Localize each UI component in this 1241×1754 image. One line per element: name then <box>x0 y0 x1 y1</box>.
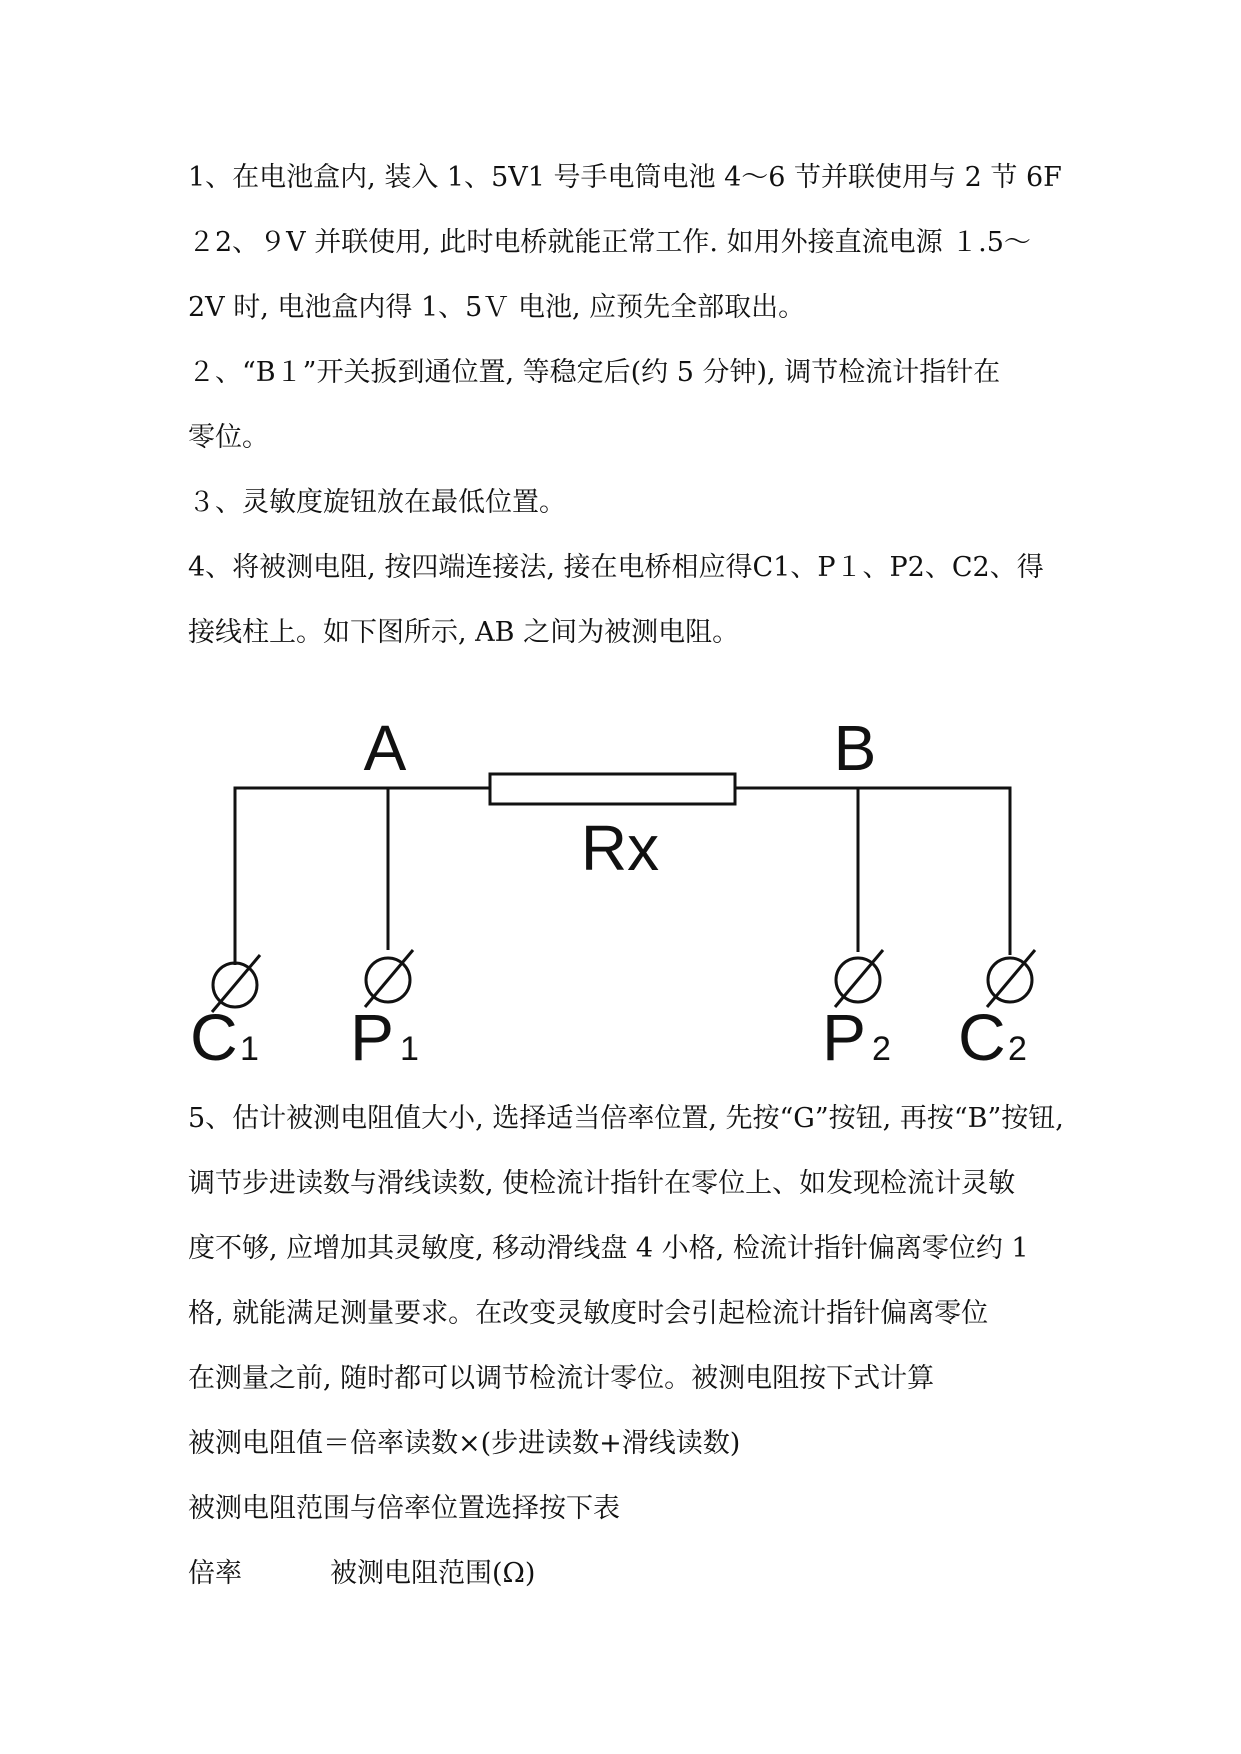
paragraph-4-line-2: 接线柱上。如下图所示, AB 之间为被测电阻。 <box>188 617 740 648</box>
terminal-p1-letter: P <box>350 1000 395 1070</box>
terminal-p2-letter: P <box>822 1000 867 1070</box>
terminal-c2-symbol-icon <box>987 950 1035 1007</box>
terminal-c2-letter: C <box>958 1000 1006 1070</box>
paragraph-3-line-1: ３、灵敏度旋钮放在最低位置。 <box>188 487 566 518</box>
wire-left <box>235 788 490 965</box>
paragraph-2-line-1: ２、“B１”开关扳到通位置, 等稳定后(约 5 分钟), 调节检流计指针在 <box>188 357 1001 388</box>
paragraph-5-line-4: 格, 就能满足测量要求。在改变灵敏度时会引起检流计指针偏离零位 <box>188 1298 989 1329</box>
table-header-multiplier: 倍率 <box>188 1558 242 1589</box>
resistor-label: Rx <box>580 812 660 884</box>
paragraph-2-line-2: 零位。 <box>188 422 269 453</box>
terminal-p2-sub: 2 <box>872 1030 891 1068</box>
paragraph-5-line-3: 度不够, 应增加其灵敏度, 移动滑线盘 4 小格, 检流计指针偏离零位约 1 <box>188 1233 1029 1264</box>
label-b: B <box>833 712 877 784</box>
paragraph-1-line-3: 2V 时, 电池盒内得 1、5Ｖ 电池, 应预先全部取出。 <box>188 292 806 323</box>
table-header-resistance-range: 被测电阻范围(Ω) <box>330 1558 536 1589</box>
terminal-p1-symbol-icon <box>365 950 413 1007</box>
table-intro-line: 被测电阻范围与倍率位置选择按下表 <box>188 1493 620 1524</box>
terminal-p2-symbol-icon <box>835 950 883 1007</box>
paragraph-1-line-2: ２2、９V 并联使用, 此时电桥就能正常工作. 如用外接直流电源 １.5～ <box>188 227 1031 258</box>
terminal-c1-letter: C <box>190 1000 238 1070</box>
four-terminal-connection-diagram <box>190 690 1070 1070</box>
terminal-p1-sub: 1 <box>400 1030 419 1068</box>
paragraph-4-line-1: 4、将被测电阻, 按四端连接法, 接在电桥相应得C1、P１、P2、C2、得 <box>188 552 1044 583</box>
paragraph-5-line-5: 在测量之前, 随时都可以调节检流计零位。被测电阻按下式计算 <box>188 1363 935 1394</box>
terminal-c1-sub: 1 <box>240 1030 259 1068</box>
paragraph-1-line-1: 1、在电池盒内, 装入 1、5V1 号手电筒电池 4～6 节并联使用与 2 节 6F <box>188 162 1062 193</box>
paragraph-5-line-2: 调节步进读数与滑线读数, 使检流计指针在零位上、如发现检流计灵敏 <box>188 1168 1016 1199</box>
label-a: A <box>363 712 407 784</box>
formula-line: 被测电阻值＝倍率读数×(步进读数+滑线读数) <box>188 1428 741 1459</box>
terminal-c2-sub: 2 <box>1008 1030 1027 1068</box>
wire-right <box>735 788 1010 955</box>
paragraph-5-line-1: 5、估计被测电阻值大小, 选择适当倍率位置, 先按“G”按钮, 再按“B”按钮, <box>188 1103 1064 1134</box>
resistor-rx <box>490 774 735 804</box>
